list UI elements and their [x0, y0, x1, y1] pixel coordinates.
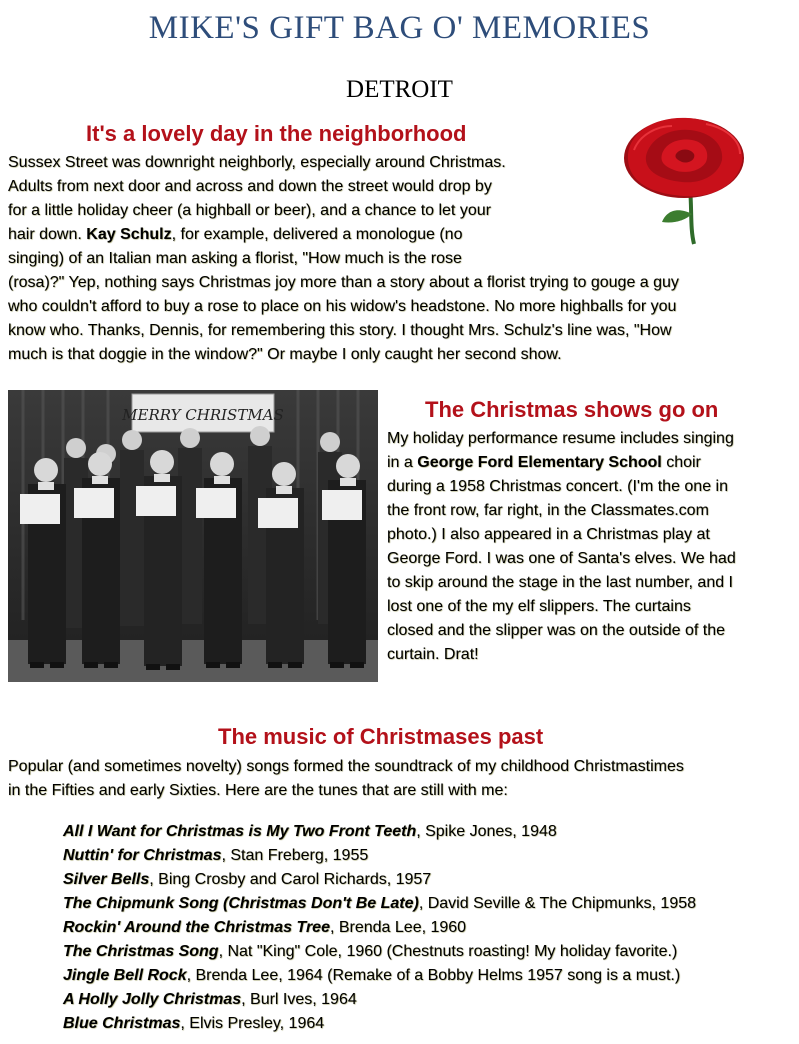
section-heading-neighborhood: It's a lovely day in the neighborhood	[86, 121, 467, 146]
text-line: singing) of an Italian man asking a florist, "How much is the rose	[8, 250, 462, 267]
list-item: Silver Bells, Bing Crosby and Carol Richards, 1957	[63, 871, 432, 888]
text-line: much is that doggie in the window?" Or maybe I only caught her second show.	[8, 346, 562, 363]
list-item: The Chipmunk Song (Christmas Don't Be Late), David Seville & The Chipmunks, 1958	[63, 895, 697, 912]
text-line: during a 1958 Christmas concert. (I'm the one in	[387, 478, 728, 495]
section-music-intro	[8, 755, 798, 803]
list-item: All I Want for Christmas is My Two Front Teeth, Spike Jones, 1948	[63, 823, 557, 840]
text-line: in a George Ford Elementary School choir	[387, 454, 701, 471]
text-line: Popular (and sometimes novelty) songs formed the soundtrack of my childhood Christmastimes	[8, 758, 684, 775]
text-line: know who. Thanks, Dennis, for remembering this story. I thought Mrs. Schulz's line was, "How	[8, 322, 672, 339]
text-line: lost one of the my elf slippers. The curtains	[387, 598, 691, 615]
text-line: in the Fifties and early Sixties. Here are the tunes that are still with me:	[8, 782, 508, 799]
text-line: hair down. Kay Schulz, for example, delivered a monologue (no	[8, 226, 463, 243]
choir-photo	[8, 390, 378, 682]
list-item: Rockin' Around the Christmas Tree, Brenda Lee, 1960	[63, 919, 467, 936]
section-heading-music: The music of Christmases past	[218, 724, 544, 749]
text-line: curtain. Drat!	[387, 646, 479, 663]
text-line: the front row, far right, in the Classmates.com	[387, 502, 709, 519]
section-heading-christmas-shows: The Christmas shows go on	[425, 397, 719, 422]
text-line: who couldn't afford to buy a rose to place on his widow's headstone. No more highballs for you	[8, 298, 677, 315]
list-item: Nuttin' for Christmas, Stan Freberg, 1955	[63, 847, 369, 864]
text-line: George Ford. I was one of Santa's elves. We had	[387, 550, 736, 567]
text-line: My holiday performance resume includes singing	[387, 430, 734, 447]
text-line: for a little holiday cheer (a highball or beer), and a chance to let your	[8, 202, 491, 219]
bold-school-name: George Ford Elementary School	[417, 454, 662, 471]
list-item: Blue Christmas, Elvis Presley, 1964	[63, 1015, 325, 1032]
bold-name-kay-schulz: Kay Schulz	[86, 226, 172, 243]
text-line: to skip around the stage in the last number, and I	[387, 574, 733, 591]
list-item: The Christmas Song, Nat "King" Cole, 1960 (Chestnuts roasting! My holiday favorite.)	[63, 943, 678, 960]
section-neighborhood-text	[8, 151, 798, 367]
text-line: Sussex Street was downright neighborly, especially around Christmas.	[8, 154, 506, 171]
section-christmas-shows-text	[387, 427, 792, 667]
page-title: MIKE'S GIFT BAG O' MEMORIES	[148, 10, 651, 46]
text-line: (rosa)?" Yep, nothing says Christmas joy more than a story about a florist trying to gouge a guy	[8, 274, 679, 291]
photo-banner-text: MERRY CHRISTMAS	[122, 406, 284, 424]
song-list	[63, 820, 696, 1036]
list-item: Jingle Bell Rock, Brenda Lee, 1964 (Remake of a Bobby Helms 1957 song is a must.)	[63, 967, 681, 984]
text-line: Adults from next door and across and down the street would drop by	[8, 178, 492, 195]
text-line: closed and the slipper was on the outside of the	[387, 622, 725, 639]
list-item: A Holly Jolly Christmas, Burl Ives, 1964	[63, 991, 357, 1008]
city-subtitle: DETROIT	[346, 76, 453, 103]
text-line: photo.) I also appeared in a Christmas play at	[387, 526, 710, 543]
